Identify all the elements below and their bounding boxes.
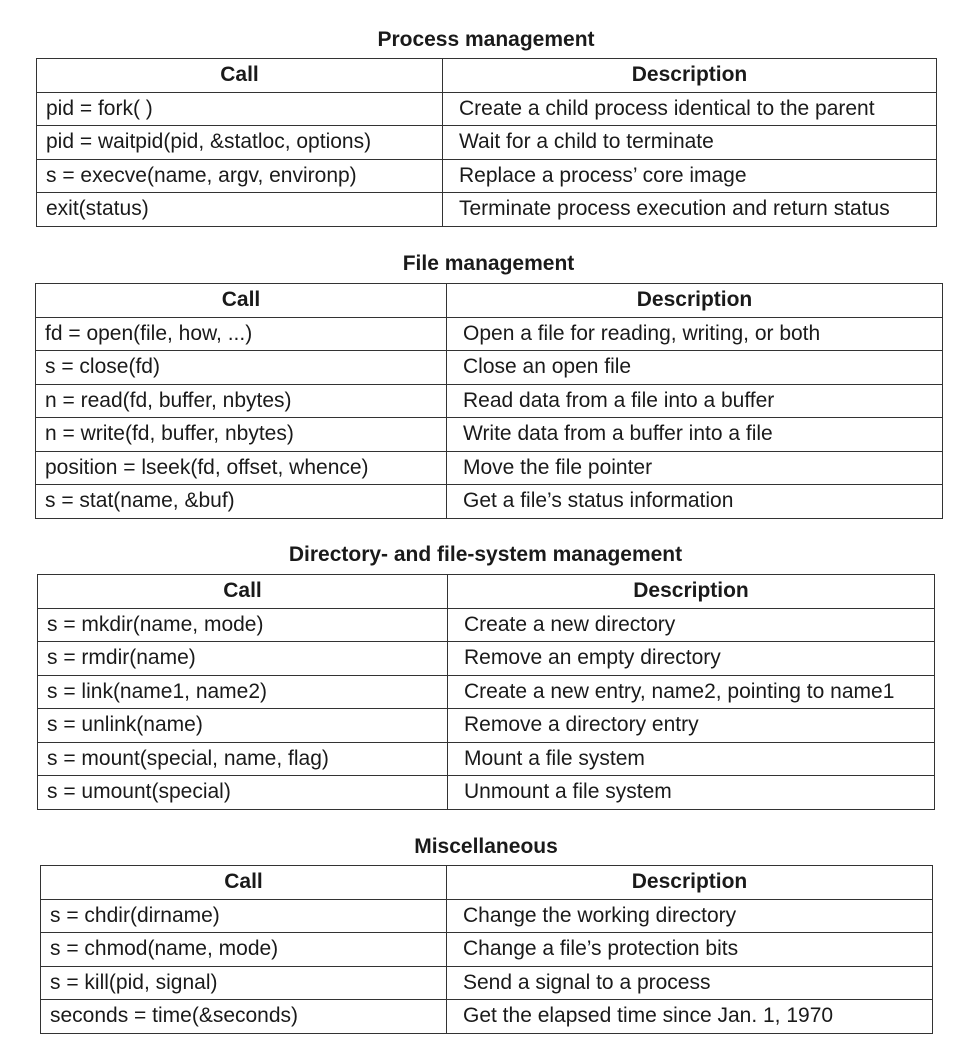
description-cell: Remove an empty directory	[448, 642, 935, 676]
call-cell: s = mount(special, name, flag)	[38, 742, 448, 776]
description-cell: Remove a directory entry	[448, 709, 935, 743]
call-cell: position = lseek(fd, offset, whence)	[36, 451, 447, 485]
call-cell: seconds = time(&seconds)	[41, 1000, 447, 1034]
table-row	[37, 92, 937, 126]
section-title: Miscellaneous	[414, 835, 558, 858]
description-cell: Read data from a file into a buffer	[447, 384, 943, 418]
call-header: Call	[41, 866, 447, 900]
description-cell: Write data from a buffer into a file	[447, 418, 943, 452]
section-title: Directory- and file-system management	[288, 543, 683, 566]
description-cell: Open a file for reading, writing, or both	[447, 317, 943, 351]
table-row	[41, 899, 933, 933]
call-cell: s = close(fd)	[36, 351, 447, 385]
call-cell: s = unlink(name)	[38, 709, 448, 743]
description-cell: Terminate process execution and return status	[443, 193, 937, 227]
description-cell: Create a new directory	[448, 608, 935, 642]
call-cell: exit(status)	[37, 193, 443, 227]
call-cell: s = kill(pid, signal)	[41, 966, 447, 1000]
section-title: Process management	[377, 28, 595, 51]
call-cell: s = execve(name, argv, environp)	[37, 159, 443, 193]
description-header: Description	[447, 866, 933, 900]
header-row	[36, 284, 943, 318]
syscall-table	[36, 58, 937, 227]
call-header: Call	[37, 59, 443, 93]
description-cell: Get the elapsed time since Jan. 1, 1970	[447, 1000, 933, 1034]
description-cell: Move the file pointer	[447, 451, 943, 485]
table-row	[41, 966, 933, 1000]
table-row	[38, 642, 935, 676]
header-row	[41, 866, 933, 900]
header-row	[38, 575, 935, 609]
table-row	[37, 126, 937, 160]
call-cell: fd = open(file, how, ...)	[36, 317, 447, 351]
syscall-table	[37, 574, 935, 810]
description-cell: Change a file’s protection bits	[447, 933, 933, 967]
call-cell: n = write(fd, buffer, nbytes)	[36, 418, 447, 452]
description-cell: Send a signal to a process	[447, 966, 933, 1000]
call-cell: s = stat(name, &buf)	[36, 485, 447, 519]
call-header: Call	[38, 575, 448, 609]
table-row	[36, 351, 943, 385]
table-row	[37, 159, 937, 193]
table-row	[41, 1000, 933, 1034]
table-row	[38, 709, 935, 743]
section-title: File management	[402, 252, 575, 275]
call-cell: n = read(fd, buffer, nbytes)	[36, 384, 447, 418]
table-row	[38, 675, 935, 709]
call-cell: pid = waitpid(pid, &statloc, options)	[37, 126, 443, 160]
table-row	[36, 451, 943, 485]
table-row	[36, 317, 943, 351]
call-cell: s = chdir(dirname)	[41, 899, 447, 933]
description-header: Description	[448, 575, 935, 609]
description-cell: Create a new entry, name2, pointing to name1	[448, 675, 935, 709]
call-cell: s = umount(special)	[38, 776, 448, 810]
description-cell: Create a child process identical to the parent	[443, 92, 937, 126]
call-cell: s = rmdir(name)	[38, 642, 448, 676]
description-cell: Wait for a child to terminate	[443, 126, 937, 160]
table-row	[36, 485, 943, 519]
syscall-table	[35, 283, 943, 519]
table-row	[36, 384, 943, 418]
description-cell: Replace a process’ core image	[443, 159, 937, 193]
syscall-table	[40, 865, 933, 1034]
call-cell: s = chmod(name, mode)	[41, 933, 447, 967]
call-cell: pid = fork( )	[37, 92, 443, 126]
table-row	[36, 418, 943, 452]
table-row	[38, 742, 935, 776]
description-cell: Close an open file	[447, 351, 943, 385]
description-header: Description	[443, 59, 937, 93]
table-row	[38, 608, 935, 642]
table-row	[37, 193, 937, 227]
header-row	[37, 59, 937, 93]
call-cell: s = link(name1, name2)	[38, 675, 448, 709]
table-row	[41, 933, 933, 967]
description-header: Description	[447, 284, 943, 318]
description-cell: Get a file’s status information	[447, 485, 943, 519]
table-row	[38, 776, 935, 810]
description-cell: Mount a file system	[448, 742, 935, 776]
call-cell: s = mkdir(name, mode)	[38, 608, 448, 642]
call-header: Call	[36, 284, 447, 318]
description-cell: Change the working directory	[447, 899, 933, 933]
description-cell: Unmount a file system	[448, 776, 935, 810]
